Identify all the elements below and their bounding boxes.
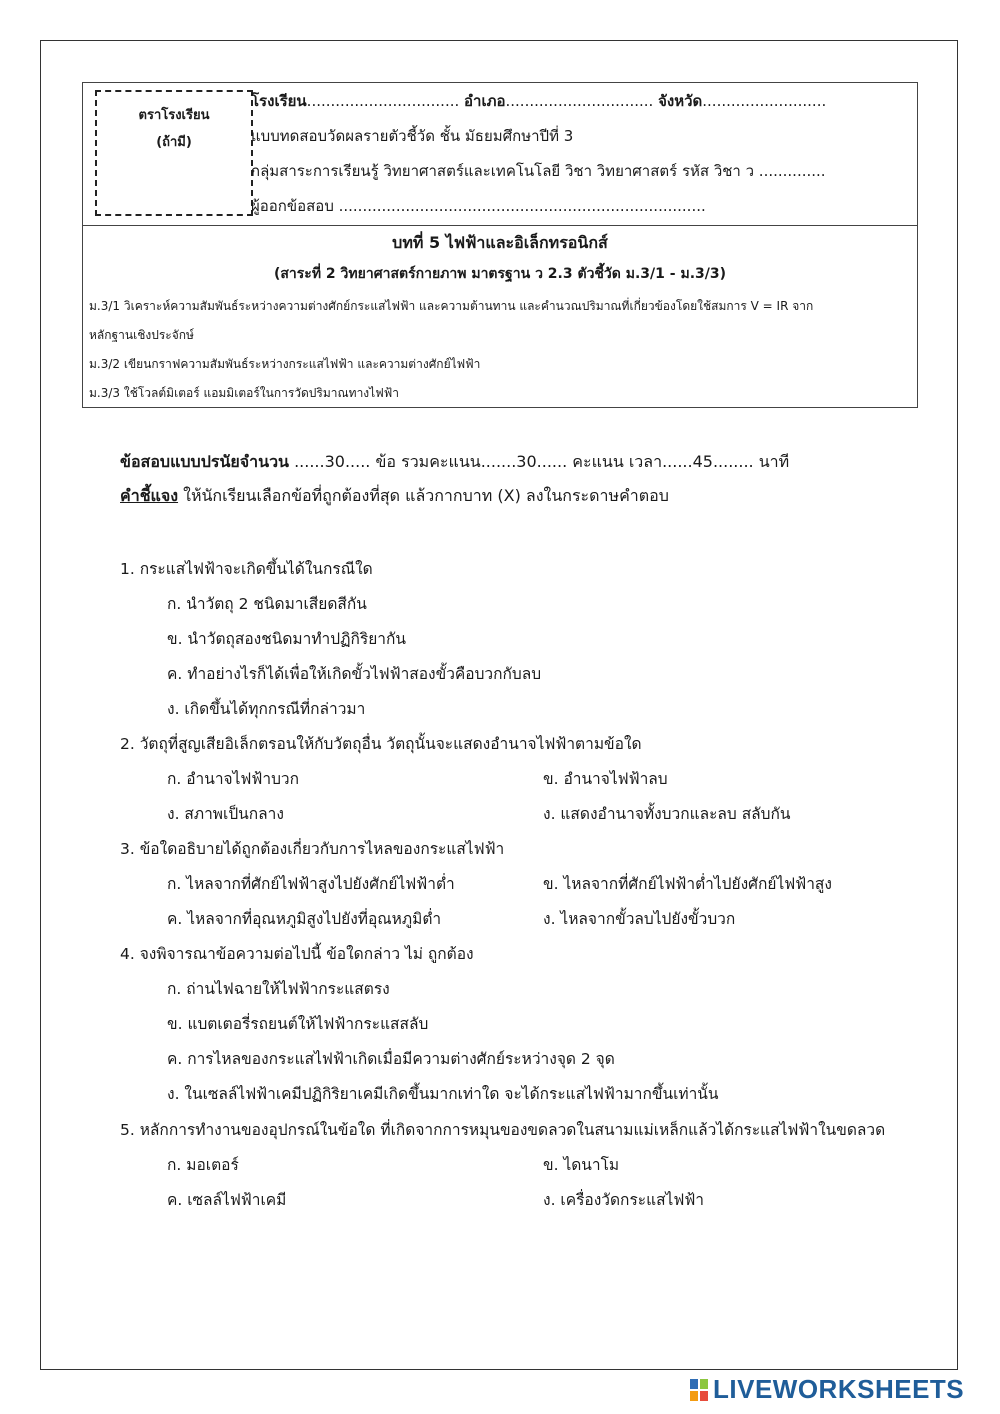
- liveworksheets-wordmark: LIVEWORKSHEETS: [713, 1374, 965, 1404]
- instructions-text: ให้นักเรียนเลือกข้อที่ถูกต้องที่สุด แล้วกากบาท (X) ลงในกระดาษคำตอบ: [178, 486, 669, 505]
- indicator-1-cont: หลักฐานเชิงประจักษ์: [89, 328, 194, 342]
- q4-option-a[interactable]: ก. ถ่านไฟฉายให้ไฟฟ้ากระแสตรง: [167, 980, 390, 998]
- school-label: โรงเรียน: [251, 92, 307, 110]
- question-2: 2. วัตถุที่สูญเสียอิเล็กตรอนให้กับวัตถุอื่น วัตถุนั้นจะแสดงอำนาจไฟฟ้าตามข้อใด: [120, 735, 642, 753]
- q4-option-c[interactable]: ค. การไหลของกระแสไฟฟ้าเกิดเมื่อมีความต่างศักย์ระหว่างจุด 2 จุด: [167, 1050, 615, 1068]
- indicator-3: ม.3/3 ใช้โวลต์มิเตอร์ แอมมิเตอร์ในการวัดปริมาณทางไฟฟ้า: [89, 386, 399, 400]
- q2-option-d[interactable]: ง. แสดงอำนาจทั้งบวกและลบ สลับกัน: [543, 805, 791, 823]
- q1-option-c[interactable]: ค. ทำอย่างไรก็ได้เพื่อให้เกิดขั้วไฟฟ้าสองขั้วคือบวกกับลบ: [167, 665, 542, 683]
- school-field: ................................: [306, 92, 460, 110]
- subject-line: กลุ่มสาระการเรียนรู้ วิทยาศาสตร์และเทคโนโลยี วิชา วิทยาศาสตร์ รหัส วิชา ว ..............: [251, 162, 826, 180]
- stamp-note: (ถ้ามี): [156, 135, 192, 150]
- district-field: ...............................: [505, 92, 654, 110]
- q5-option-c[interactable]: ค. เซลล์ไฟฟ้าเคมี: [167, 1191, 287, 1209]
- school-info-line: [251, 89, 826, 113]
- chapter-title: บทที่ 5 ไฟฟ้าและอิเล็กทรอนิกส์: [392, 233, 608, 252]
- question-1: 1. กระแสไฟฟ้าจะเกิดขึ้นได้ในกรณีใด: [120, 560, 373, 578]
- exam-level-line: แบบทดสอบวัดผลรายตัวชี้วัด ชั้น มัธยมศึกษาปีที่ 3: [251, 127, 574, 145]
- stamp-label: ตราโรงเรียน: [138, 108, 210, 123]
- q5-option-d[interactable]: ง. เครื่องวัดกระแสไฟฟ้า: [543, 1191, 704, 1209]
- instructions: [120, 484, 669, 509]
- q3-option-c[interactable]: ค. ไหลจากที่อุณหภูมิสูงไปยังที่อุณหภูมิต่ำ: [167, 910, 442, 928]
- district-label: อำเภอ: [464, 92, 506, 110]
- indicator-1: ม.3/1 วิเคราะห์ความสัมพันธ์ระหว่างความต่างศักย์กระแสไฟฟ้า และความต้านทาน และคำนวณปริมาณที่เกี่ยวข้องโดยใช้สมการ V = IR จาก: [89, 299, 814, 313]
- liveworksheets-icon: [690, 1378, 710, 1402]
- q3-option-d[interactable]: ง. ไหลจากขั้วลบไปยังขั้วบวก: [543, 910, 736, 928]
- exam-header: [82, 82, 918, 408]
- author-line: ผู้ออกข้อสอบ .............................................................................: [251, 197, 706, 215]
- q4-option-b[interactable]: ข. แบตเตอรี่รถยนต์ให้ไฟฟ้ากระแสสลับ: [167, 1015, 429, 1033]
- indicator-2: ม.3/2 เขียนกราฟความสัมพันธ์ระหว่างกระแสไฟฟ้า และความต่างศักย์ไฟฟ้า: [89, 357, 481, 371]
- question-5: 5. หลักการทำงานของอุปกรณ์ในข้อใด ที่เกิดจากการหมุนของขดลวดในสนามแม่เหล็กแล้วได้กระแสไฟฟ้าในขดลวด: [120, 1121, 886, 1139]
- q2-option-a[interactable]: ก. อำนาจไฟฟ้าบวก: [167, 770, 300, 788]
- q4-option-d[interactable]: ง. ในเซลล์ไฟฟ้าเคมีปฏิกิริยาเคมีเกิดขึ้นมากเท่าใด จะได้กระแสไฟฟ้ามากขึ้นเท่านั้น: [167, 1085, 719, 1103]
- exam-info-values: ......30..... ข้อ รวมคะแนน.......30...... คะแนน เวลา......45........ นาที: [288, 452, 790, 471]
- q3-option-a[interactable]: ก. ไหลจากที่ศักย์ไฟฟ้าสูงไปยังศักย์ไฟฟ้าต่ำ: [167, 875, 455, 893]
- question-3: 3. ข้อใดอธิบายได้ถูกต้องเกี่ยวกับการไหลของกระแสไฟฟ้า: [120, 840, 505, 858]
- exam-info: [120, 450, 789, 475]
- q1-option-a[interactable]: ก. นำวัตถุ 2 ชนิดมาเสียดสีกัน: [167, 595, 367, 613]
- q2-option-b[interactable]: ข. อำนาจไฟฟ้าลบ: [543, 770, 668, 788]
- liveworksheets-logo: [690, 1374, 964, 1406]
- q5-option-b[interactable]: ข. ไดนาโม: [543, 1156, 620, 1174]
- school-stamp-box: [95, 90, 253, 216]
- question-4: 4. จงพิจารณาข้อความต่อไปนี้ ข้อใดกล่าว ไม่ ถูกต้อง: [120, 945, 474, 963]
- province-field: ..........................: [702, 92, 827, 110]
- q2-option-c[interactable]: ง. สภาพเป็นกลาง: [167, 805, 284, 823]
- instructions-label: คำชี้แจง: [120, 486, 179, 505]
- chapter-subtitle: (สาระที่ 2 วิทยาศาสตร์กายภาพ มาตรฐาน ว 2.3 ตัวชี้วัด ม.3/1 - ม.3/3): [273, 266, 727, 282]
- header-divider: [83, 225, 917, 226]
- q1-option-b[interactable]: ข. นำวัตถุสองชนิดมาทำปฏิกิริยากัน: [167, 630, 406, 648]
- q3-option-b[interactable]: ข. ไหลจากที่ศักย์ไฟฟ้าต่ำไปยังศักย์ไฟฟ้าสูง: [543, 875, 832, 893]
- q5-option-a[interactable]: ก. มอเตอร์: [167, 1156, 239, 1174]
- province-label: จังหวัด: [658, 92, 703, 110]
- exam-info-label: ข้อสอบแบบปรนัยจำนวน: [120, 452, 289, 471]
- q1-option-d[interactable]: ง. เกิดขึ้นได้ทุกกรณีที่กล่าวมา: [167, 700, 366, 718]
